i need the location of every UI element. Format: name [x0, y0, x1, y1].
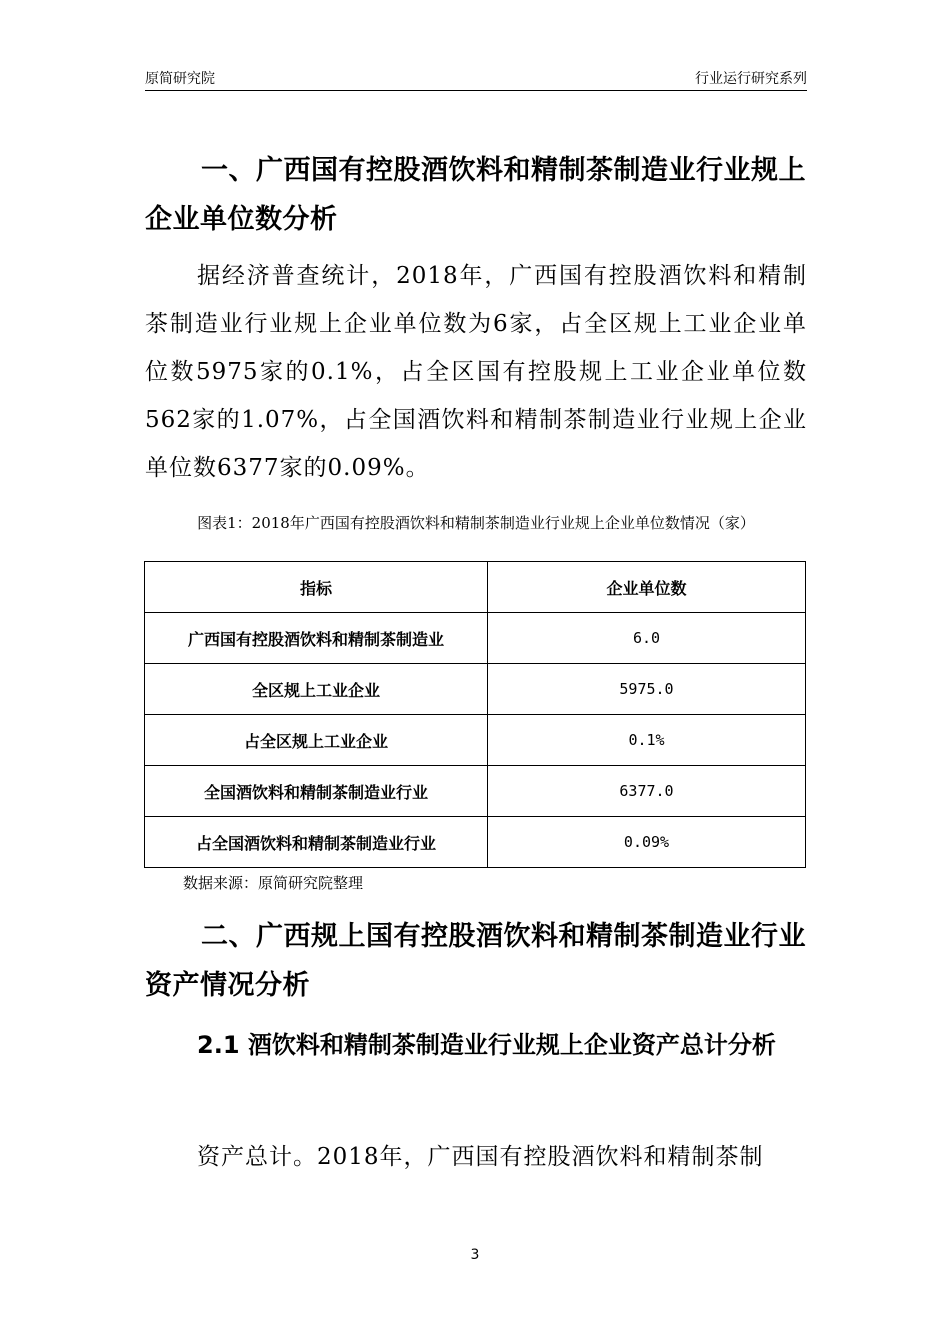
- section1-heading: 一、广西国有控股酒饮料和精制茶制造业行业规上企业单位数分析: [145, 155, 806, 235]
- table-row: [145, 766, 806, 817]
- row-value: 0.1%: [488, 715, 806, 766]
- table-header-indicator: 指标: [145, 562, 488, 613]
- row-label: 占全区规上工业企业: [145, 715, 488, 766]
- table-caption: 图表1：2018年广西国有控股酒饮料和精制茶制造业行业规上企业单位数情况（家）: [197, 514, 755, 532]
- enterprise-count-table: [144, 561, 806, 868]
- row-value: 0.09%: [488, 817, 806, 868]
- row-label: 占全国酒饮料和精制茶制造业行业: [145, 817, 488, 868]
- section2-heading: 二、广西规上国有控股酒饮料和精制茶制造业行业资产情况分析: [145, 921, 806, 1001]
- page-header: [145, 66, 807, 91]
- row-value: 6377.0: [488, 766, 806, 817]
- table-row: [145, 715, 806, 766]
- header-series-name: 行业运行研究系列: [695, 71, 807, 87]
- table-row: [145, 664, 806, 715]
- row-label: 全区规上工业企业: [145, 664, 488, 715]
- table-row: [145, 613, 806, 664]
- section2-paragraph: 资产总计。2018年，广西国有控股酒饮料和精制茶制: [197, 1144, 764, 1170]
- table-header-row: [145, 562, 806, 613]
- row-value: 5975.0: [488, 664, 806, 715]
- section2-subheading: 2.1 酒饮料和精制茶制造业行业规上企业资产总计分析: [197, 1031, 776, 1059]
- table-header-count: 企业单位数: [488, 562, 806, 613]
- section1-paragraph: 据经济普查统计，2018年，广西国有控股酒饮料和精制茶制造业行业规上企业单位数为6家，占全区规上工业企业单位数5975家的0.1%，占全区国有控股规上工业企业单位数562家的1.07%，占全国酒饮料和精制茶制造业行业规上企业单位数6377家的0.09%。: [145, 263, 807, 481]
- row-value: 6.0: [488, 613, 806, 664]
- page-number: 3: [470, 1247, 480, 1263]
- table-source-note: 数据来源：原简研究院整理: [183, 874, 364, 892]
- row-label: 全国酒饮料和精制茶制造业行业: [145, 766, 488, 817]
- header-org-name: 原简研究院: [145, 71, 215, 87]
- table-row: [145, 817, 806, 868]
- row-label: 广西国有控股酒饮料和精制茶制造业: [145, 613, 488, 664]
